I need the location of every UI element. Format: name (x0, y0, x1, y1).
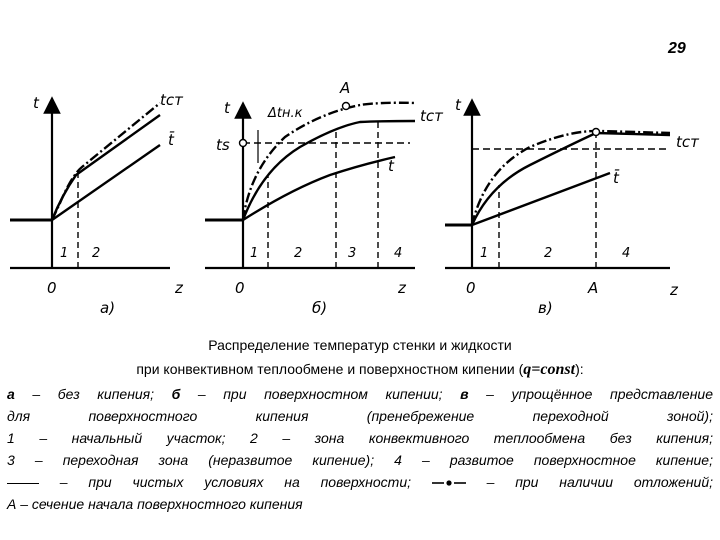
caption-line-2 (0, 361, 720, 379)
t-label-c: t (455, 96, 461, 114)
wall-curve-c (472, 133, 670, 225)
legend-line-3: 1 – начальный участок; 2 – зона конвективного теплообмена без кипения; (7, 430, 713, 446)
panel-b (205, 103, 415, 269)
liquid-curve-c (472, 173, 610, 225)
legend-text-a: – без кипения; (14, 386, 172, 402)
liquid-curve-a (52, 145, 160, 220)
zone-label-a-2: 2 (92, 246, 101, 261)
panel-a (10, 103, 170, 268)
origin-label-a: 0 (47, 279, 57, 297)
wall-label-c: tст (676, 133, 699, 151)
wall-curve-clean-a (52, 115, 160, 220)
section-label-c: A (588, 279, 599, 297)
zone-label-b-3: 3 (348, 246, 357, 261)
solid-line-icon (7, 483, 39, 484)
liquid-label-b: t̄ (388, 157, 394, 175)
liquid-curve-b (243, 157, 395, 220)
legend-key-v: в (460, 386, 469, 402)
panel-label-b: б) (312, 299, 328, 317)
legend-line-1 (7, 383, 713, 405)
caption-prefix: при конвективном теплообмене и поверхностном кипении ( (136, 361, 524, 377)
panel-label-c: в) (538, 299, 553, 317)
legend-key-b: б (171, 386, 181, 402)
origin-label-b: 0 (235, 279, 245, 297)
z-label-a: z (175, 279, 183, 297)
panel-c (445, 107, 670, 268)
delta-label-b: Δtн.к (268, 106, 303, 121)
section-label-b: A (340, 79, 351, 97)
legend-text-b: – при поверхностном кипении; (180, 386, 461, 402)
wall-label-b: tст (420, 107, 443, 125)
dash-dot-line-icon (432, 479, 466, 487)
caption-line-1: Распределение температур стенки и жидкости (208, 337, 512, 353)
liquid-label-c: t̄ (613, 169, 619, 187)
legend-line-4: 3 – переходная зона (неразвитое кипение); 4 – развитое поверхностное кипение; (7, 452, 713, 468)
z-label-b: z (398, 279, 406, 297)
caption-suffix: ): (575, 361, 584, 377)
zone-label-c-1: 1 (480, 246, 489, 261)
caption-const: q=const (523, 361, 576, 378)
liquid-label-a: t̄ (168, 131, 174, 149)
wall-label-a: tст (160, 91, 183, 109)
wall-curve-a (52, 103, 160, 220)
zone-label-c-4: 4 (622, 246, 631, 261)
legend-line-6: А – сечение начала поверхностного кипения (7, 496, 303, 512)
zone-label-a-1: 1 (60, 246, 69, 261)
legend-line-2: для поверхностного кипения (пренебрежение переходной зоной); (7, 408, 713, 424)
legend-text-deposits: – при наличии отложений; (465, 474, 713, 490)
ts-label-b: ts (216, 136, 230, 154)
slide-number: 29 (668, 40, 686, 57)
zone-label-b-1: 1 (250, 246, 259, 261)
legend-key-a: а (7, 386, 15, 402)
temperature-diagram (0, 75, 720, 325)
legend-text-clean: – при чистых условиях на поверхности; (39, 474, 432, 490)
zone-label-b-2: 2 (294, 246, 303, 261)
zone-label-b-4: 4 (394, 246, 403, 261)
origin-label-c: 0 (466, 279, 476, 297)
z-label-c: z (670, 281, 678, 299)
t-label-a: t (33, 94, 39, 112)
legend-text-v: – упрощённое представление (468, 386, 713, 402)
legend-line-5 (7, 471, 713, 493)
zone-label-c-2: 2 (544, 246, 553, 261)
t-label-b: t (224, 99, 230, 117)
panel-label-a: а) (100, 299, 116, 317)
